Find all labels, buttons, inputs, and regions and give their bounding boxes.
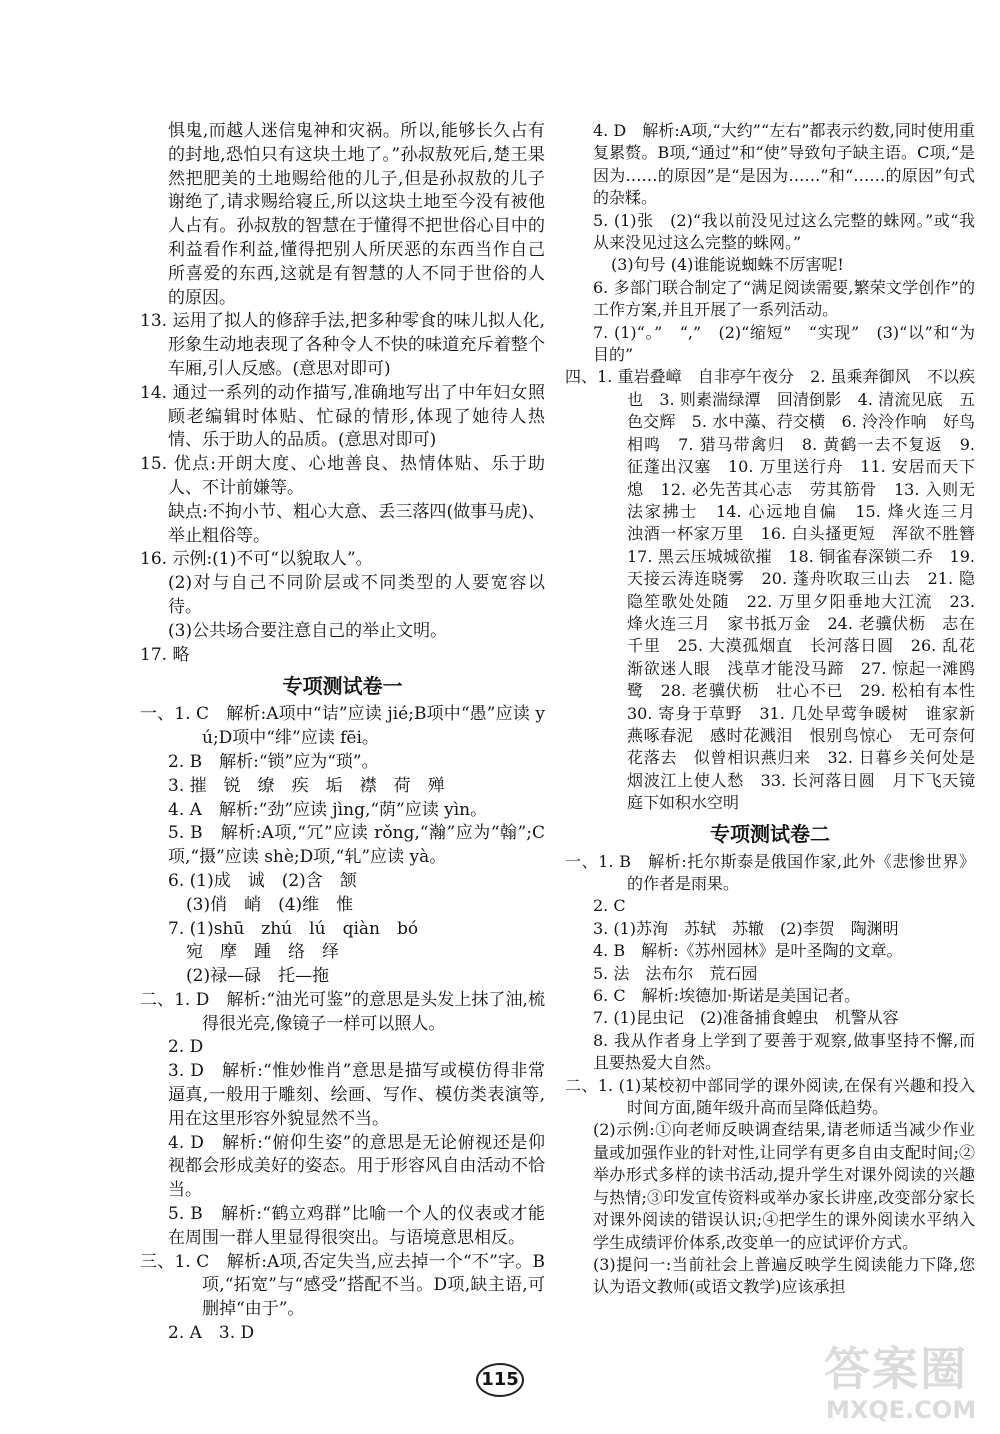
answer-item: 16. 示例:(1)不可“以貌取人”。 (140, 549, 373, 570)
answer-item: 6. (1)成 诚 (2)含 颔 (168, 870, 357, 891)
answer-item: 一、1. C 解析:A项中“诘”应读 jié;B项中“愚”应读 yú;D项中“绯”应读 fēi。 (140, 704, 545, 749)
right-column (565, 120, 992, 1299)
answer-item: 缺点:不拘小节、粗心大意、丢三落四(做事马虎)、举止粗俗等。 (168, 501, 545, 546)
answer-item: 3. 摧 锐 缭 疾 垢 襟 荷 殚 (168, 775, 445, 796)
answer-item: 6. C 解析:埃德加·斯诺是美国记者。 (593, 986, 861, 1006)
answer-item: 4. A 解析:“劲”应读 jìng,“荫”应读 yìn。 (168, 799, 488, 820)
answer-item: 一、1. B 解析:托尔斯泰是俄国作家,此外《悲惨世界》的作者是雨果。 (565, 851, 975, 893)
answer-item: 二、1. D 解析:“油光可鉴”的意思是头发上抹了油,梳得很光亮,像镜子一样可以照人。 (140, 989, 545, 1034)
answer-item: 2. C (593, 896, 626, 916)
answer-item: 8. 我从作者身上学到了要善于观察,做事坚持不懈,而且要热爱大自然。 (593, 1030, 975, 1073)
answer-item: 宛 摩 踵 络 绎 (186, 942, 339, 963)
answer-item: 惧鬼,而越人迷信鬼神和灾祸。所以,能够长久占有的封地,恐怕只有这块土地了。”孙叔敖死后,楚王果然把肥美的土地赐给他的儿子,但是孙叔敖的儿子谢绝了,请求赐给寝丘,所以这块土地至今没有被他人占有。孙叔敖的智慧在于懂得不把世俗心目中的利益看作利益,懂得把别人所厌恶的东西当作自己所喜爱的东西,这就是有智慧的人不同于世俗的人的原因。 (168, 121, 545, 308)
answer-item: (3)提问一:当前社会上普遍反映学生阅读能力下降,您认为语文教师(或语文教学)应该承担 (593, 1254, 975, 1297)
watermark-url: MXQE.COM (826, 1396, 977, 1424)
section-heading: 专项测试卷一 (282, 674, 403, 699)
answer-item: 二、1. (1)某校初中部同学的课外阅读,在保有兴趣和投入时间方面,随年级升高而呈降低趋势。 (565, 1075, 975, 1118)
answer-item: 5. B 解析:“鹤立鸡群”比喻一个人的仪表或才能在周围一群人里显得很突出。与语境意思相反。 (168, 1204, 545, 1248)
answer-item: 17. 略 (140, 644, 190, 665)
answer-item: 5. (1)张 (2)“我以前没见过这么完整的蛛网。”或“我从来没见过这么完整的蛛网。” (593, 210, 975, 253)
answer-item: 5. B 解析:A项,“冗”应读 rǒng,“瀚”应为“翰”;C项,“摄”应读 shè;D项,“轧”应读 yà。 (168, 823, 545, 868)
answer-item: 7. (1)“。” “,” (2)“缩短” “实现” (3)“以”和“为目的” (593, 322, 975, 365)
answer-item: 2. D (168, 1037, 204, 1058)
answer-item: (2)对与自己不同阶层或不同类型的人要宽容以待。 (168, 573, 545, 617)
watermark-logo (820, 1340, 995, 1430)
answer-item: 15. 优点:开朗大度、心地善良、热情体贴、乐于助人、不计前嫌等。 (140, 454, 545, 498)
answer-item: 4. B 解析:《苏州园林》是叶圣陶的文章。 (593, 941, 903, 961)
answer-item: (2)示例:①向老师反映调查结果,请老师适当减少作业量或加强作业的针对性,让同学有更多自由支配时间;②举办形式多样的读书活动,提升学生对课外阅读的兴趣与热情;③印发宣传资料或举办家长讲座,改变部分家长对课外阅读的错误认识;④把学生的课外阅读水平纳入学生成绩评价体系,改变单一的应试评价方式。 (593, 1120, 975, 1252)
answer-item: 7. (1)shū zhú lú qiàn bó (168, 918, 419, 939)
answer-item: 7. (1)昆虫记 (2)准备捕食蝗虫 机警从容 (593, 1008, 899, 1028)
answer-item: 5. 法 法布尔 荒石园 (593, 963, 758, 983)
answer-item: 4. D 解析:“俯仰生姿”的意思是无论俯视还是仰视都会形成美好的姿态。用于形容风自由活动不恰当。 (168, 1132, 545, 1201)
left-column (140, 120, 545, 1346)
answer-item: 4. D 解析:A项,“大约”“左右”都表示约数,同时使用重复累赘。B项,“通过”和“使”导致句子缺主语。C项,“是因为……的原因”是“是因为……”和“……的原因”句式的杂糅。 (593, 121, 975, 208)
answer-item: 13. 运用了拟人的修辞手法,把多种零食的味儿拟人化,形象生动地表现了各种令人不快的味道充斥着整个车厢,引人反感。(意思对即可) (140, 311, 545, 379)
answer-item: 四、1. 重岩叠嶂 自非亭午夜分 2. 虽乘奔御风 不以疾也 3. 则素湍绿潭 回清倒影 4. 清流见底 五色交辉 5. 水中藻、荇交横 6. 泠泠作响 好鸟相鸣 7. 猎马带禽归 8. 黄鹤一去不复返 9. 征蓬出汉塞 10. 万里送行舟 11. 安居而天下熄 12. 必先苦其心志 劳其筋骨 13. 入则无法家拂士 14. 心远地自偏 15. 烽火连三月 浊酒一杯家万里 16. 白头搔更短 浑欲不胜簪 17. 黑云压城城欲摧 18. 铜雀春深锁二乔 19. 天接云涛连晓雾 20. 蓬舟吹取三山去 21. 隐隐笙歌处处随 22. 万里夕阳垂地大江流 23. 烽火连三月 家书抵万金 24. 老骥伏枥 志在千里 25. 大漠孤烟直 长河落日圆 26. 乱花渐欲迷人眼 浅草才能没马蹄 27. 惊起一滩鸥鹭 28. 老骥伏枥 壮心不已 29. 松柏有本性 30. 寄身于草野 31. 几处早莺争暖树 谁家新燕啄春泥 感时花溅泪 恨别鸟惊心 无可奈何花落去 似曾相识燕归来 32. 日暮乡关何处是 烟波江上使人愁 33. 长河落日圆 月下飞天镜 庭下如积水空明 (565, 367, 992, 813)
answer-item: (3)公共场合要注意自己的举止文明。 (168, 620, 448, 641)
answer-item: 2. A 3. D (168, 1323, 255, 1344)
answer-item: 三、1. C 解析:A项,否定失当,应去掉一个“不”字。B项,“拓宽”与“感受”搭配不当。D项,缺主语,可删掉“由于”。 (140, 1251, 545, 1320)
watermark-text: 答案圈 (824, 1342, 968, 1396)
answer-item: (3)俏 峭 (4)维 惟 (186, 894, 354, 915)
answer-item: 3. D 解析:“惟妙惟肖”意思是描写或模仿得非常逼真,一般用于雕刻、绘画、写作、模仿类表演等,用在这里形容外貌显然不当。 (168, 1061, 545, 1129)
answer-item: (2)禄—碌 托—拖 (186, 966, 330, 987)
answer-item: 14. 通过一系列的动作描写,准确地写出了中年妇女照顾老编辑时体贴、忙碌的情形,体现了她待人热情、乐于助人的品质。(意思对即可) (140, 382, 545, 451)
answer-item: (3)句号 (4)谁能说蜘蛛不厉害呢! (611, 255, 844, 275)
page-number: 115 (476, 1363, 524, 1397)
answer-item: 2. B 解析:“锁”应为“琐”。 (168, 751, 379, 772)
answer-item: 6. 多部门联合制定了“满足阅读需要,繁荣文学创作”的工作方案,并且开展了一系列活动。 (593, 277, 975, 320)
answer-item: 3. (1)苏洵 苏轼 苏辙 (2)李贺 陶渊明 (593, 918, 899, 938)
section-heading: 专项测试卷二 (710, 821, 830, 846)
